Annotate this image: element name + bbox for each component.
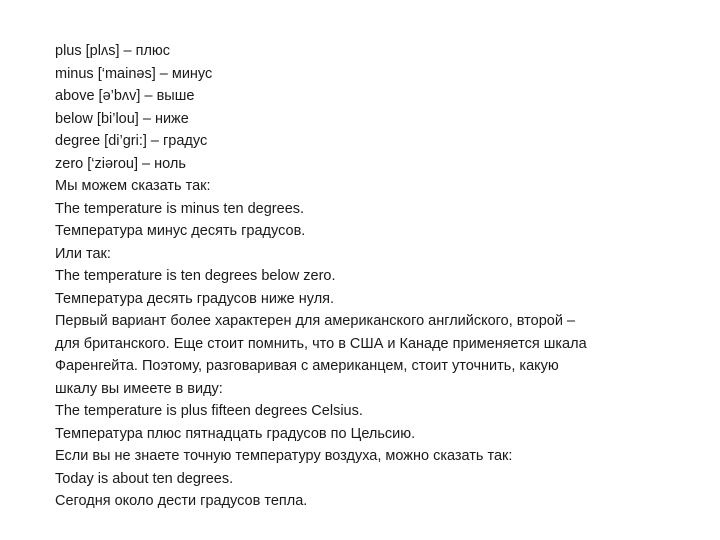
example-russian-about: Сегодня около дести градусов тепла. [55,493,308,509]
example-russian-minus: Температура минус десять градусов. [55,223,306,239]
text-line: Мы можем сказать так: [55,178,211,194]
vocab-line-degree: degree [di’gri:] – градус [55,133,208,149]
example-english-minus: The temperature is minus ten degrees. [55,200,305,217]
example-english-below: The temperature is ten degrees below zero. [55,268,336,284]
document-text [55,40,685,513]
example-english-celsius: The temperature is plus fifteen degrees Celsius. [55,403,363,419]
paragraph-line: шкалу вы имеете в виду: [55,380,223,397]
paragraph-line: для британского. Еще стоит помнить, что в США и Канаде применяется шкала [55,335,587,352]
paragraph-line: Первый вариант более характерен для американского английского, второй – [55,313,576,329]
example-english-about: Today is about ten degrees. [55,470,234,487]
vocab-line-above: above [ə’bʌv] – выше [55,88,195,104]
text-line: Если вы не знаете точную температуру воздуха, можно сказать так: [55,448,513,464]
text-line: Или так: [55,245,111,262]
paragraph-line: Фаренгейта. Поэтому, разговаривая с американцем, стоит уточнить, какую [55,358,559,374]
example-russian-below: Температура десять градусов ниже нуля. [55,290,335,307]
vocab-line-zero: zero [‘ziərou] – ноль [55,155,186,172]
vocab-line-below: below [bi’lou] – ниже [55,110,189,127]
example-russian-celsius: Температура плюс пятнадцать градусов по Цельсию. [55,425,416,442]
vocab-line-plus: plus [plʌs] – плюс [55,43,171,59]
vocab-line-minus: minus [‘mainəs] – минус [55,65,213,82]
